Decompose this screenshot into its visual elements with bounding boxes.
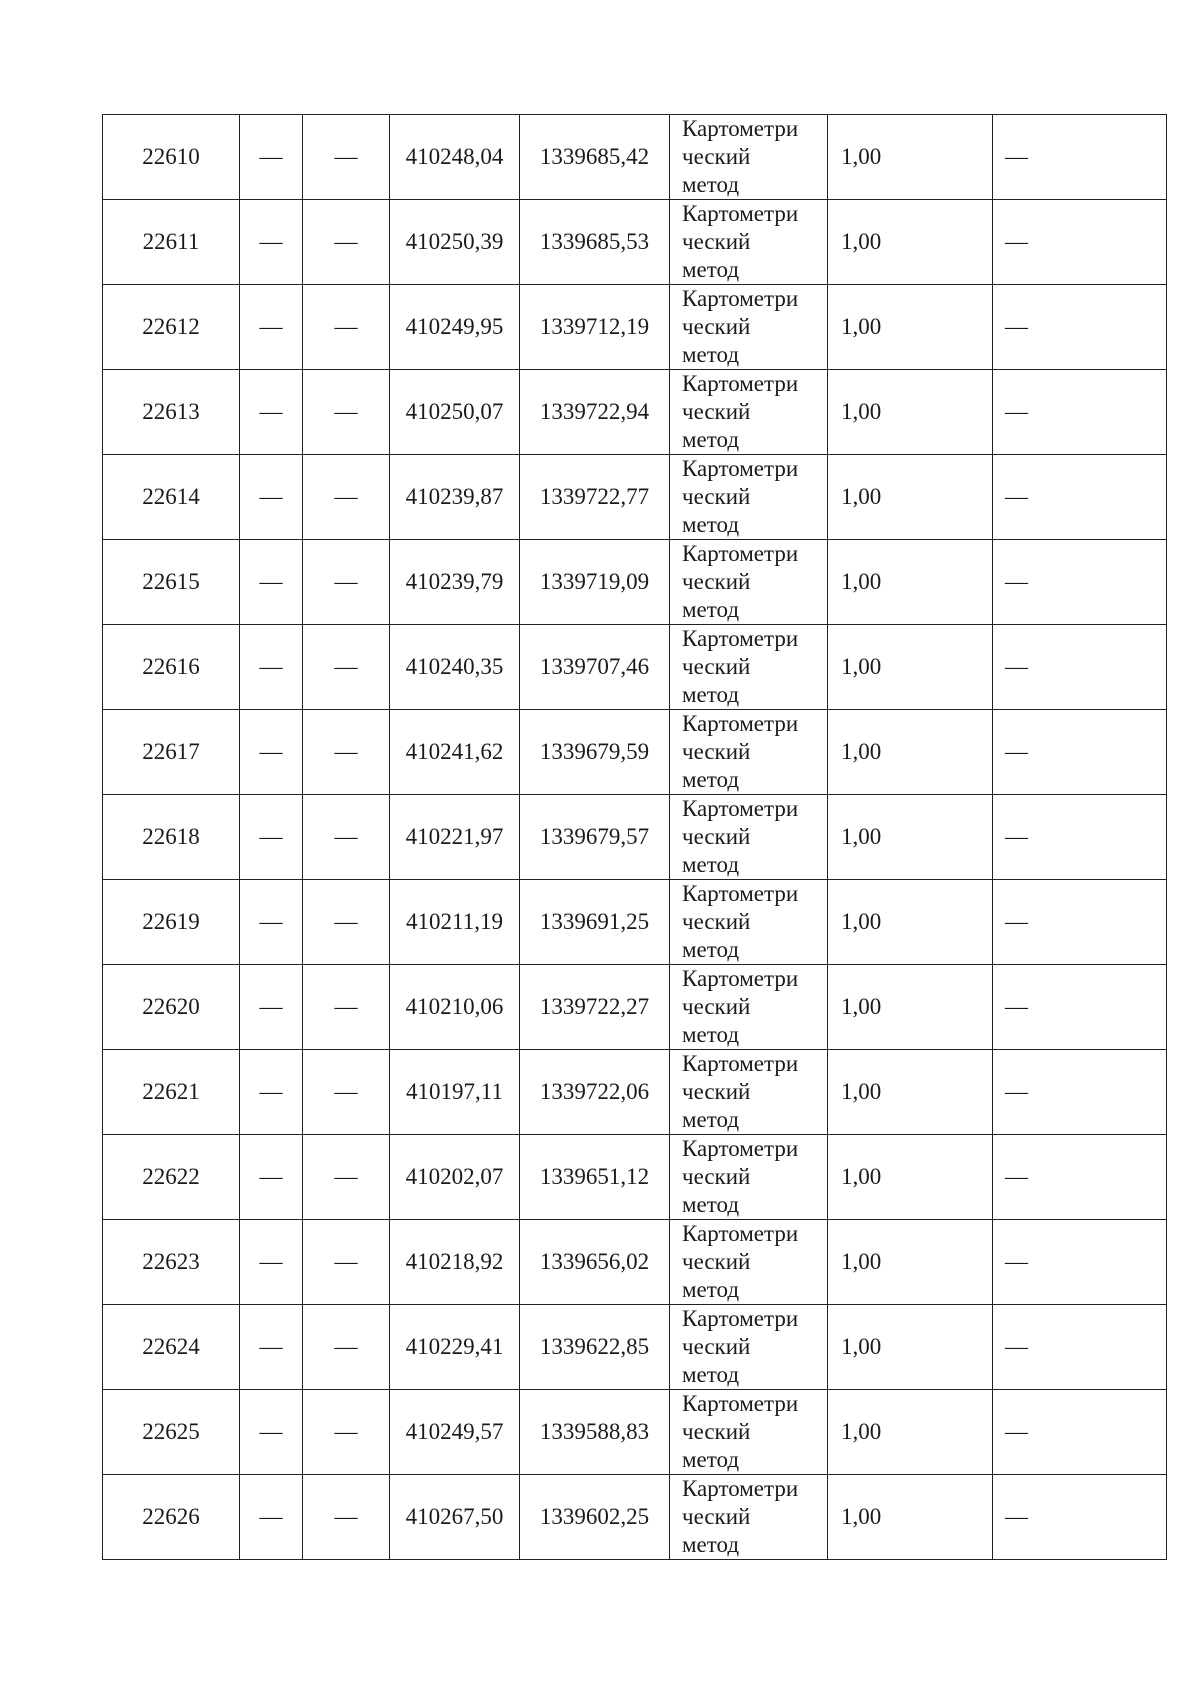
x-coordinate-cell: 410239,87 xyxy=(390,455,520,540)
method-cell xyxy=(670,795,828,880)
x-coordinate-cell: 410241,62 xyxy=(390,710,520,795)
table-row xyxy=(103,710,1167,795)
table-row xyxy=(103,880,1167,965)
x-coordinate-cell: 410202,07 xyxy=(390,1135,520,1220)
x-coordinate-cell: 410229,41 xyxy=(390,1305,520,1390)
old-y-cell: — xyxy=(303,115,390,200)
old-y-cell: — xyxy=(303,1220,390,1305)
old-x-cell: — xyxy=(240,370,303,455)
old-x-cell: — xyxy=(240,285,303,370)
point-number-cell: 22610 xyxy=(103,115,240,200)
accuracy-cell: 1,00 xyxy=(828,625,993,710)
point-number-cell: 22617 xyxy=(103,710,240,795)
x-coordinate-cell: 410240,35 xyxy=(390,625,520,710)
description-cell: — xyxy=(993,200,1167,285)
method-text: Картометри ческий метод xyxy=(682,796,799,877)
x-coordinate-cell: 410210,06 xyxy=(390,965,520,1050)
point-number-cell: 22622 xyxy=(103,1135,240,1220)
method-cell xyxy=(670,1220,828,1305)
description-cell: — xyxy=(993,1050,1167,1135)
method-text: Картометри ческий метод xyxy=(682,541,799,622)
y-coordinate-cell: 1339712,19 xyxy=(520,285,670,370)
old-y-cell: — xyxy=(303,455,390,540)
x-coordinate-cell: 410250,07 xyxy=(390,370,520,455)
method-cell xyxy=(670,455,828,540)
table-row xyxy=(103,1050,1167,1135)
point-number-cell: 22621 xyxy=(103,1050,240,1135)
old-y-cell: — xyxy=(303,625,390,710)
y-coordinate-cell: 1339622,85 xyxy=(520,1305,670,1390)
table-row xyxy=(103,1220,1167,1305)
accuracy-cell: 1,00 xyxy=(828,540,993,625)
description-cell: — xyxy=(993,455,1167,540)
point-number-cell: 22623 xyxy=(103,1220,240,1305)
old-y-cell: — xyxy=(303,285,390,370)
y-coordinate-cell: 1339651,12 xyxy=(520,1135,670,1220)
method-cell xyxy=(670,1135,828,1220)
y-coordinate-cell: 1339719,09 xyxy=(520,540,670,625)
accuracy-cell: 1,00 xyxy=(828,1220,993,1305)
description-cell: — xyxy=(993,710,1167,795)
method-text: Картометри ческий метод xyxy=(682,1306,799,1387)
old-y-cell: — xyxy=(303,1135,390,1220)
method-cell xyxy=(670,880,828,965)
old-x-cell: — xyxy=(240,1475,303,1560)
method-cell xyxy=(670,1050,828,1135)
old-x-cell: — xyxy=(240,115,303,200)
point-number-cell: 22619 xyxy=(103,880,240,965)
x-coordinate-cell: 410239,79 xyxy=(390,540,520,625)
old-x-cell: — xyxy=(240,1220,303,1305)
y-coordinate-cell: 1339656,02 xyxy=(520,1220,670,1305)
old-y-cell: — xyxy=(303,370,390,455)
old-x-cell: — xyxy=(240,1305,303,1390)
description-cell: — xyxy=(993,625,1167,710)
point-number-cell: 22626 xyxy=(103,1475,240,1560)
point-number-cell: 22620 xyxy=(103,965,240,1050)
method-text: Картометри ческий метод xyxy=(682,1391,799,1472)
table-row xyxy=(103,1475,1167,1560)
y-coordinate-cell: 1339685,53 xyxy=(520,200,670,285)
x-coordinate-cell: 410218,92 xyxy=(390,1220,520,1305)
old-x-cell: — xyxy=(240,200,303,285)
y-coordinate-cell: 1339707,46 xyxy=(520,625,670,710)
table-row xyxy=(103,540,1167,625)
old-y-cell: — xyxy=(303,880,390,965)
y-coordinate-cell: 1339722,94 xyxy=(520,370,670,455)
table-row xyxy=(103,115,1167,200)
x-coordinate-cell: 410221,97 xyxy=(390,795,520,880)
method-cell xyxy=(670,625,828,710)
method-text: Картометри ческий метод xyxy=(682,1136,799,1217)
method-cell xyxy=(670,1475,828,1560)
point-number-cell: 22613 xyxy=(103,370,240,455)
method-text: Картометри ческий метод xyxy=(682,1476,799,1557)
x-coordinate-cell: 410211,19 xyxy=(390,880,520,965)
method-text: Картометри ческий метод xyxy=(682,966,799,1047)
x-coordinate-cell: 410250,39 xyxy=(390,200,520,285)
point-number-cell: 22618 xyxy=(103,795,240,880)
method-text: Картометри ческий метод xyxy=(682,1051,799,1132)
description-cell: — xyxy=(993,370,1167,455)
description-cell: — xyxy=(993,115,1167,200)
point-number-cell: 22614 xyxy=(103,455,240,540)
method-cell xyxy=(670,540,828,625)
method-text: Картометри ческий метод xyxy=(682,456,799,537)
table-row xyxy=(103,795,1167,880)
description-cell: — xyxy=(993,1135,1167,1220)
y-coordinate-cell: 1339679,59 xyxy=(520,710,670,795)
y-coordinate-cell: 1339679,57 xyxy=(520,795,670,880)
description-cell: — xyxy=(993,880,1167,965)
accuracy-cell: 1,00 xyxy=(828,1135,993,1220)
table-row xyxy=(103,285,1167,370)
table-row xyxy=(103,1135,1167,1220)
accuracy-cell: 1,00 xyxy=(828,795,993,880)
old-y-cell: — xyxy=(303,795,390,880)
description-cell: — xyxy=(993,1475,1167,1560)
method-text: Картометри ческий метод xyxy=(682,201,799,282)
coordinates-table xyxy=(102,114,1167,1560)
description-cell: — xyxy=(993,795,1167,880)
old-x-cell: — xyxy=(240,625,303,710)
y-coordinate-cell: 1339691,25 xyxy=(520,880,670,965)
old-y-cell: — xyxy=(303,200,390,285)
old-x-cell: — xyxy=(240,710,303,795)
point-number-cell: 22625 xyxy=(103,1390,240,1475)
x-coordinate-cell: 410267,50 xyxy=(390,1475,520,1560)
method-text: Картометри ческий метод xyxy=(682,371,799,452)
accuracy-cell: 1,00 xyxy=(828,455,993,540)
method-cell xyxy=(670,115,828,200)
method-text: Картометри ческий метод xyxy=(682,626,799,707)
accuracy-cell: 1,00 xyxy=(828,1475,993,1560)
accuracy-cell: 1,00 xyxy=(828,710,993,795)
accuracy-cell: 1,00 xyxy=(828,285,993,370)
method-cell xyxy=(670,285,828,370)
y-coordinate-cell: 1339722,77 xyxy=(520,455,670,540)
point-number-cell: 22612 xyxy=(103,285,240,370)
description-cell: — xyxy=(993,965,1167,1050)
y-coordinate-cell: 1339722,06 xyxy=(520,1050,670,1135)
accuracy-cell: 1,00 xyxy=(828,1050,993,1135)
table-row xyxy=(103,455,1167,540)
accuracy-cell: 1,00 xyxy=(828,115,993,200)
old-y-cell: — xyxy=(303,540,390,625)
accuracy-cell: 1,00 xyxy=(828,370,993,455)
method-cell xyxy=(670,200,828,285)
method-cell xyxy=(670,370,828,455)
table-row xyxy=(103,370,1167,455)
description-cell: — xyxy=(993,1220,1167,1305)
method-text: Картометри ческий метод xyxy=(682,711,799,792)
accuracy-cell: 1,00 xyxy=(828,200,993,285)
y-coordinate-cell: 1339588,83 xyxy=(520,1390,670,1475)
old-x-cell: — xyxy=(240,1050,303,1135)
point-number-cell: 22616 xyxy=(103,625,240,710)
table-row xyxy=(103,965,1167,1050)
method-text: Картометри ческий метод xyxy=(682,1221,799,1302)
method-text: Картометри ческий метод xyxy=(682,881,799,962)
old-x-cell: — xyxy=(240,880,303,965)
old-y-cell: — xyxy=(303,1050,390,1135)
old-y-cell: — xyxy=(303,1475,390,1560)
point-number-cell: 22624 xyxy=(103,1305,240,1390)
table-body xyxy=(103,115,1167,1560)
old-y-cell: — xyxy=(303,965,390,1050)
x-coordinate-cell: 410249,95 xyxy=(390,285,520,370)
method-text: Картометри ческий метод xyxy=(682,286,799,367)
old-y-cell: — xyxy=(303,1305,390,1390)
method-text: Картометри ческий метод xyxy=(682,116,799,197)
old-x-cell: — xyxy=(240,455,303,540)
old-x-cell: — xyxy=(240,795,303,880)
x-coordinate-cell: 410248,04 xyxy=(390,115,520,200)
x-coordinate-cell: 410197,11 xyxy=(390,1050,520,1135)
description-cell: — xyxy=(993,1305,1167,1390)
point-number-cell: 22611 xyxy=(103,200,240,285)
method-cell xyxy=(670,965,828,1050)
point-number-cell: 22615 xyxy=(103,540,240,625)
accuracy-cell: 1,00 xyxy=(828,1390,993,1475)
table-row xyxy=(103,625,1167,710)
table-row xyxy=(103,1390,1167,1475)
x-coordinate-cell: 410249,57 xyxy=(390,1390,520,1475)
old-x-cell: — xyxy=(240,965,303,1050)
method-cell xyxy=(670,1390,828,1475)
old-x-cell: — xyxy=(240,1390,303,1475)
old-y-cell: — xyxy=(303,710,390,795)
accuracy-cell: 1,00 xyxy=(828,880,993,965)
accuracy-cell: 1,00 xyxy=(828,965,993,1050)
old-y-cell: — xyxy=(303,1390,390,1475)
y-coordinate-cell: 1339685,42 xyxy=(520,115,670,200)
old-x-cell: — xyxy=(240,540,303,625)
table-row xyxy=(103,200,1167,285)
description-cell: — xyxy=(993,1390,1167,1475)
y-coordinate-cell: 1339602,25 xyxy=(520,1475,670,1560)
description-cell: — xyxy=(993,285,1167,370)
method-cell xyxy=(670,710,828,795)
method-cell xyxy=(670,1305,828,1390)
table-row xyxy=(103,1305,1167,1390)
y-coordinate-cell: 1339722,27 xyxy=(520,965,670,1050)
accuracy-cell: 1,00 xyxy=(828,1305,993,1390)
description-cell: — xyxy=(993,540,1167,625)
old-x-cell: — xyxy=(240,1135,303,1220)
